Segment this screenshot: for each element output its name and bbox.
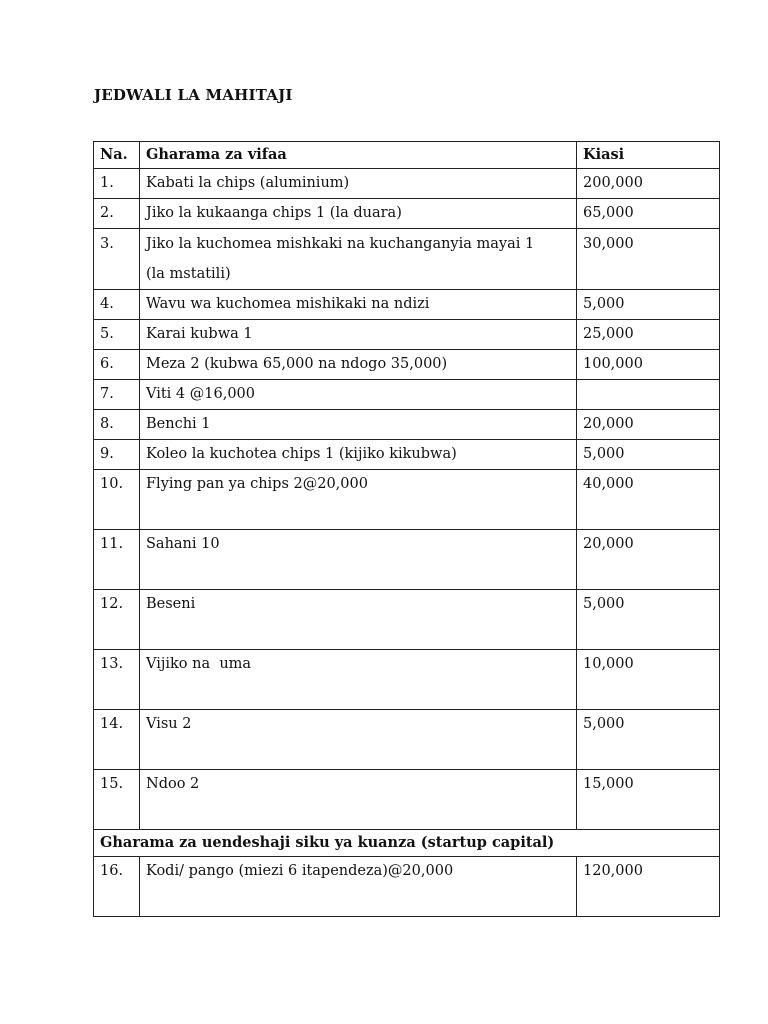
row-number: 14. xyxy=(94,710,140,770)
row-number: 15. xyxy=(94,770,140,830)
row-number: 12. xyxy=(94,590,140,650)
row-amount: 5,000 xyxy=(577,710,720,770)
header-number: Na. xyxy=(94,142,140,169)
row-amount: 5,000 xyxy=(577,590,720,650)
table-row xyxy=(94,169,720,199)
row-item: Vijiko na uma xyxy=(140,650,577,710)
requirements-table xyxy=(93,141,720,917)
table-header-row xyxy=(94,142,720,169)
row-item: Kabati la chips (aluminium) xyxy=(140,169,577,199)
row-amount: 65,000 xyxy=(577,199,720,229)
row-item-line1: Jiko la kuchomea mishkaki na kuchanganyia mayai 1 xyxy=(146,236,535,252)
table-row xyxy=(94,470,720,530)
row-number: 1. xyxy=(94,169,140,199)
row-item: Benchi 1 xyxy=(140,410,577,440)
row-item-line2: (la mstatili) xyxy=(146,266,231,282)
table-row xyxy=(94,857,720,917)
row-item xyxy=(140,229,577,290)
row-number: 9. xyxy=(94,440,140,470)
row-number: 2. xyxy=(94,199,140,229)
row-amount: 25,000 xyxy=(577,320,720,350)
row-amount: 20,000 xyxy=(577,530,720,590)
row-amount: 5,000 xyxy=(577,440,720,470)
table-row xyxy=(94,320,720,350)
table-row xyxy=(94,650,720,710)
row-item: Koleo la kuchotea chips 1 (kijiko kikubwa) xyxy=(140,440,577,470)
row-amount: 30,000 xyxy=(577,229,720,290)
table-row xyxy=(94,380,720,410)
table-row xyxy=(94,530,720,590)
row-amount: 120,000 xyxy=(577,857,720,917)
row-amount: 15,000 xyxy=(577,770,720,830)
row-item: Wavu wa kuchomea mishikaki na ndizi xyxy=(140,290,577,320)
header-item: Gharama za vifaa xyxy=(140,142,577,169)
table-row xyxy=(94,290,720,320)
row-amount xyxy=(577,380,720,410)
row-item: Beseni xyxy=(140,590,577,650)
row-number: 13. xyxy=(94,650,140,710)
header-amount: Kiasi xyxy=(577,142,720,169)
row-amount: 20,000 xyxy=(577,410,720,440)
table-row xyxy=(94,229,720,290)
row-item: Sahani 10 xyxy=(140,530,577,590)
row-item: Jiko la kukaanga chips 1 (la duara) xyxy=(140,199,577,229)
row-amount: 200,000 xyxy=(577,169,720,199)
row-item: Kodi/ pango (miezi 6 itapendeza)@20,000 xyxy=(140,857,577,917)
row-amount: 5,000 xyxy=(577,290,720,320)
row-number: 16. xyxy=(94,857,140,917)
row-item: Meza 2 (kubwa 65,000 na ndogo 35,000) xyxy=(140,350,577,380)
table-row xyxy=(94,770,720,830)
row-amount: 10,000 xyxy=(577,650,720,710)
row-item: Ndoo 2 xyxy=(140,770,577,830)
table-row xyxy=(94,590,720,650)
row-item: Karai kubwa 1 xyxy=(140,320,577,350)
row-item: Flying pan ya chips 2@20,000 xyxy=(140,470,577,530)
table-row xyxy=(94,440,720,470)
table-row xyxy=(94,710,720,770)
row-number: 4. xyxy=(94,290,140,320)
row-number: 7. xyxy=(94,380,140,410)
table-row xyxy=(94,410,720,440)
row-number: 6. xyxy=(94,350,140,380)
row-number: 3. xyxy=(94,229,140,290)
row-item: Viti 4 @16,000 xyxy=(140,380,577,410)
row-amount: 100,000 xyxy=(577,350,720,380)
table-row xyxy=(94,350,720,380)
row-number: 10. xyxy=(94,470,140,530)
section-title: Gharama za uendeshaji siku ya kuanza (startup capital) xyxy=(94,830,720,857)
row-amount: 40,000 xyxy=(577,470,720,530)
document-title: JEDWALI LA MAHITAJI xyxy=(94,86,293,104)
row-number: 8. xyxy=(94,410,140,440)
row-item: Visu 2 xyxy=(140,710,577,770)
section-header-row xyxy=(94,830,720,857)
table-row xyxy=(94,199,720,229)
row-number: 5. xyxy=(94,320,140,350)
row-number: 11. xyxy=(94,530,140,590)
